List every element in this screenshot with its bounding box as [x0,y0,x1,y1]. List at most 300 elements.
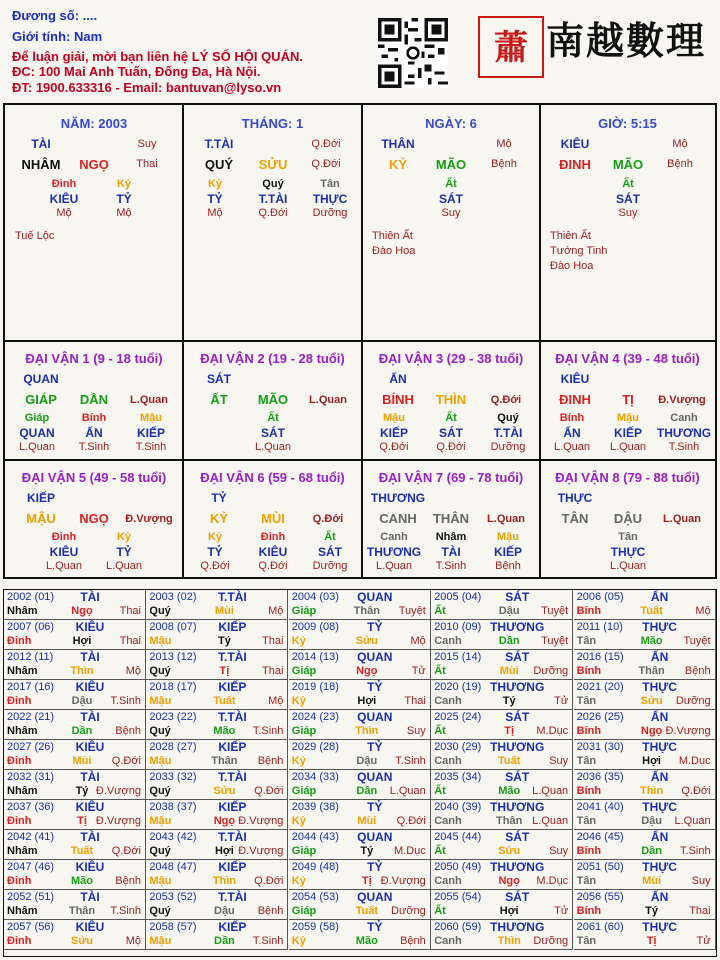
year-branch: Tuất [70,845,94,857]
year-cell[interactable] [289,740,431,770]
hidden-stem: Đinh [51,178,77,190]
year-branch: Tị [361,875,372,887]
hidden-stem: Quý [497,412,519,424]
dai-van-8 [540,460,715,579]
year-state: Mộ [410,635,426,647]
year-cell[interactable] [431,770,573,800]
year-cell[interactable] [431,710,573,740]
year-cell[interactable] [289,860,431,890]
year-state: L.Quan [389,785,426,797]
year-cell[interactable] [574,770,716,800]
dai-van-3 [362,341,540,460]
pillar-3 [540,105,715,341]
year-stem: Ất [434,665,446,677]
year-label: 2053 (52) [149,891,197,903]
year-label: 2014 (13) [291,651,339,663]
year-branch: Tị [646,935,657,947]
year-cell[interactable] [146,890,288,920]
year-cell[interactable] [574,920,716,950]
year-star: KIẾP [218,740,247,754]
year-branch: Mùi [499,665,519,677]
year-label: 2003 (02) [149,591,197,603]
year-star: T.TÀI [218,590,247,604]
earthly-branch: MÃO [435,157,467,172]
hidden-state: Mộ [207,207,223,219]
year-cell[interactable] [574,650,716,680]
can-star: ẤN [389,372,407,386]
year-state: Q.Đới [681,785,711,797]
year-branch: Tị [504,725,515,737]
hidden-state: Suy [618,207,638,219]
year-label: 2045 (44) [434,831,482,843]
hidden-star: KIẾP [136,426,165,440]
year-stem: Ất [434,785,446,797]
year-stem: Nhâm [7,785,38,797]
year-branch: Ngọ [213,815,236,827]
year-cell[interactable] [146,770,288,800]
year-star: T.TÀI [218,890,247,904]
pillar-0 [5,105,183,341]
year-star: THƯƠNG [490,860,545,874]
year-cell[interactable] [4,680,146,710]
year-star: KIẾP [218,680,247,694]
year-cell[interactable] [574,710,716,740]
year-cell[interactable] [431,740,573,770]
year-label: 2043 (42) [149,831,197,843]
year-state: Bệnh [257,905,284,917]
year-star: T.TÀI [218,650,247,664]
year-star: THỰC [642,920,677,934]
year-state: Suy [549,755,569,767]
year-star: SÁT [505,710,530,724]
year-state: Tuyệt [398,605,426,617]
year-star: KIÊU [75,920,105,934]
year-stem: Tân [576,935,597,947]
year-cell[interactable] [4,590,146,620]
hidden-state: L.Quan [609,441,647,453]
year-state: Tử [696,935,711,947]
phone-email-text[interactable]: ĐT: 1900.633316 - Email: bantuvan@lyso.vn [12,80,282,95]
year-branch: Tý [645,905,659,917]
year-branch: Mùi [357,815,377,827]
hidden-star: THỰC [610,545,646,559]
year-label: 2048 (47) [149,861,197,873]
branch-state: L.Quan [663,513,701,525]
year-label: 2059 (58) [291,921,339,933]
year-label: 2050 (49) [434,861,482,873]
year-state: Bệnh [400,935,426,947]
dai-van-title: ĐẠI VẬN 8 (79 - 88 tuổi) [555,470,700,485]
year-cell[interactable] [289,680,431,710]
dai-van-title: ĐẠI VẬN 4 (39 - 48 tuổi) [555,351,700,366]
year-stem: Kỷ [291,635,306,647]
year-cell[interactable] [431,800,573,830]
header [0,0,720,102]
year-cell[interactable] [146,680,288,710]
qr-code-icon [378,18,448,88]
can-star: THỰC [557,491,593,505]
year-star: ẤN [650,770,669,784]
year-cell[interactable] [289,800,431,830]
hidden-stem: Tân [320,178,340,190]
heavenly-stem: KỶ [388,157,408,172]
year-branch: Tý [360,845,374,857]
can-star: KIÊU [560,137,590,151]
hidden-state: Dưỡng [312,560,348,572]
year-star: THỰC [642,740,677,754]
year-cell[interactable] [431,590,573,620]
year-cell[interactable] [431,650,573,680]
year-cell[interactable] [289,650,431,680]
year-cell[interactable] [4,800,146,830]
year-stem: Đinh [7,635,32,647]
can-star: SÁT [207,372,231,386]
year-branch: Thìn [212,875,236,887]
year-branch: Sửu [70,935,94,947]
year-branch: Tuất [213,695,236,707]
year-cell[interactable] [289,620,431,650]
year-state: Đ.Vượng [665,725,711,737]
can-star: T.TÀI [204,137,234,151]
year-cell[interactable] [574,800,716,830]
year-branch: Tuất [640,605,663,617]
year-cell[interactable] [289,920,431,950]
year-star: SÁT [505,590,530,604]
year-star: KIÊU [75,800,105,814]
pillar-2 [362,105,540,341]
pillar-1 [183,105,362,341]
year-star: KIÊU [75,860,105,874]
year-label: 2047 (46) [7,861,55,873]
year-cell[interactable] [574,680,716,710]
year-star: THƯƠNG [490,920,545,934]
year-cell[interactable] [289,830,431,860]
year-star: TỶ [367,620,383,634]
year-state: Thai [261,665,284,677]
hidden-stem: Giáp [24,412,50,424]
year-cell[interactable] [146,830,288,860]
year-label: 2061 (60) [576,921,624,933]
year-branch: Tý [502,695,516,707]
year-label: 2016 (15) [576,651,624,663]
year-branch: Dậu [641,815,662,827]
year-cell[interactable] [4,890,146,920]
hidden-state: L.Quan [254,441,292,453]
year-star: QUAN [357,770,393,784]
year-star: TỶ [367,740,383,754]
year-star: ẤN [650,590,669,604]
year-stem: Tân [576,815,597,827]
year-cell[interactable] [4,920,146,950]
hidden-star: THỰC [312,192,348,206]
year-star: THƯƠNG [490,800,545,814]
year-state: Tuyệt [541,635,569,647]
year-label: 2036 (35) [576,771,624,783]
year-label: 2056 (55) [576,891,624,903]
hidden-state: T.Sinh [135,441,167,453]
heavenly-stem: ĐINH [559,157,591,172]
year-star: KIÊU [75,740,105,754]
year-stem: Canh [434,635,462,647]
year-state: Thai [404,695,426,707]
year-star: QUAN [357,830,393,844]
year-label: 2029 (28) [291,741,339,753]
year-stem: Mậu [149,935,172,947]
year-cell[interactable] [4,770,146,800]
hidden-stem: Quý [262,178,284,190]
year-stem: Ất [434,845,446,857]
year-state: T.Sinh [110,905,141,917]
earthly-branch: DẬU [613,511,643,526]
year-label: 2012 (11) [7,651,54,663]
branch-state: Thai [136,158,158,170]
year-label: 2049 (48) [291,861,339,873]
year-cell[interactable] [4,710,146,740]
year-branch: Thìn [355,725,379,737]
year-branch: Dậu [214,905,235,917]
dai-van-1 [5,341,183,460]
year-label: 2008 (07) [149,621,197,633]
year-stem: Quý [149,665,171,677]
year-state: Thai [689,905,711,917]
year-label: 2020 (19) [434,681,482,693]
year-label: 2023 (22) [149,711,197,723]
year-cell[interactable] [289,590,431,620]
year-branch: Mão [640,635,663,647]
year-state: Bệnh [684,665,711,677]
hidden-stem: Nhâm [435,531,467,543]
shen-sha-note: Tướng Tinh [550,245,608,257]
year-cell[interactable] [146,590,288,620]
year-cell[interactable] [431,860,573,890]
year-branch: Tuất [497,755,521,767]
year-branch: Dần [356,785,378,797]
branch-state: Q.Đới [490,394,522,406]
hidden-stem: Canh [380,531,408,543]
year-cell[interactable] [146,650,288,680]
hidden-stem: Mậu [617,412,639,424]
year-label: 2025 (24) [434,711,482,723]
year-star: QUAN [357,890,393,904]
year-label: 2017 (16) [7,681,55,693]
year-branch: Ngọ [356,665,378,677]
dai-van-title: ĐẠI VẬN 6 (59 - 68 tuổi) [200,470,345,485]
year-label: 2013 (12) [149,651,197,663]
hidden-state: T.Sinh [78,441,110,453]
shen-sha-note: Thiên Ất [372,230,413,242]
year-star: T.TÀI [218,710,247,724]
year-branch: Mão [355,935,378,947]
hidden-stem: Mậu [497,531,519,543]
year-branch: Thân [496,815,523,827]
year-star: ẤN [650,710,669,724]
hidden-stem: Mậu [140,412,162,424]
dai-van-title: ĐẠI VẬN 3 (29 - 38 tuổi) [378,351,524,366]
year-label: 2018 (17) [149,681,197,693]
branch-state: Bệnh [667,158,693,170]
year-state: Bệnh [115,875,141,887]
hidden-state: L.Quan [375,560,413,572]
year-star: TỶ [367,680,383,694]
year-state: Suy [406,725,426,737]
hidden-stem: Đinh [260,531,286,543]
year-branch: Sửu [498,845,521,857]
year-cell[interactable] [574,740,716,770]
year-stem: Canh [434,935,462,947]
year-cell[interactable] [431,680,573,710]
year-branch: Sửu [213,785,236,797]
hidden-state: L.Quan [609,560,647,572]
year-cell[interactable] [146,920,288,950]
year-stem: Nhâm [7,725,38,737]
year-label: 2052 (51) [7,891,55,903]
year-stem: Quý [149,725,171,737]
hidden-stem: Bính [81,412,107,424]
year-stem: Tân [576,875,597,887]
year-label: 2022 (21) [7,711,55,723]
year-stem: Đinh [7,875,32,887]
year-branch: Hợi [499,905,519,917]
year-cell[interactable] [4,860,146,890]
year-cell[interactable] [146,740,288,770]
year-branch: Tị [77,815,87,827]
year-cell[interactable] [146,620,288,650]
year-star: SÁT [505,770,530,784]
year-cell[interactable] [4,650,146,680]
year-cell[interactable] [574,860,716,890]
branch-state: Q.Đới [312,513,344,525]
gioi-tinh-label: Giới tính: Nam [12,29,103,44]
year-stem: Giáp [291,605,317,617]
year-state: M.Dục [536,725,569,737]
year-stem: Mậu [149,815,172,827]
hidden-state: Q.Đới [379,441,409,453]
year-cell[interactable] [146,710,288,740]
year-cell[interactable] [574,590,716,620]
year-state: T.Sinh [680,845,711,857]
year-label: 2002 (01) [7,591,55,603]
year-star: TỶ [367,800,383,814]
year-star: TÀI [80,650,100,664]
year-state: Q.Đới [111,845,141,857]
year-star: T.TÀI [218,770,247,784]
year-branch: Mão [71,875,93,887]
year-star: THỰC [642,680,677,694]
can-star: QUAN [23,372,59,386]
hidden-stem: Kỷ [207,531,223,543]
year-cell[interactable] [431,920,573,950]
year-cell[interactable] [574,830,716,860]
year-state: Suy [691,875,711,887]
year-stem: Canh [434,695,462,707]
year-state: Q.Đới [396,815,426,827]
year-label: 2040 (39) [434,801,482,813]
earthly-branch: TỊ [622,392,634,407]
year-star: SÁT [505,890,530,904]
year-cell[interactable] [289,890,431,920]
hidden-state: L.Quan [45,560,83,572]
year-cell[interactable] [431,620,573,650]
earthly-branch: MÙI [261,511,285,526]
year-state: Dưỡng [533,935,569,947]
year-label: 2057 (56) [7,921,55,933]
year-star: TÀI [80,890,100,904]
dai-van-6 [183,460,362,579]
year-star: THƯƠNG [490,680,545,694]
year-star: THỰC [642,800,677,814]
hidden-star: THƯƠNG [656,426,712,440]
address-text: ĐC: 100 Mai Anh Tuấn, Đống Đa, Hà Nội. [12,64,261,79]
pillar-title: NGÀY: 6 [425,116,477,131]
year-label: 2019 (18) [291,681,339,693]
year-cell[interactable] [574,620,716,650]
year-branch: Thân [638,665,665,677]
contact-text: Để luận giải, mời bạn liên hệ LÝ SỐ HỘI QUÁN. [12,49,303,64]
shen-sha-note: Đào Hoa [372,245,416,257]
year-stem: Ất [434,605,446,617]
hidden-stem: Kỷ [116,178,132,190]
pillar-title: NĂM: 2003 [60,116,128,131]
hidden-state: Q.Đới [258,560,288,572]
year-branch: Tý [217,635,231,647]
hidden-state: T.Sinh [435,560,467,572]
year-star: KIẾP [218,800,247,814]
year-cell[interactable] [431,830,573,860]
year-state: Thai [119,605,141,617]
earthly-branch: MÃO [612,157,644,172]
year-cell[interactable] [289,770,431,800]
year-label: 2042 (41) [7,831,55,843]
dai-van-4 [540,341,715,460]
year-star: TỶ [367,860,383,874]
year-branch: Dần [498,635,520,647]
year-branch: Mùi [214,605,234,617]
year-cell[interactable] [4,620,146,650]
top-state: Mộ [672,138,688,150]
hidden-stem: Kỷ [116,531,132,543]
year-cell[interactable] [289,710,431,740]
year-stem: Ất [434,905,446,917]
year-cell[interactable] [431,890,573,920]
can-star: THƯƠNG [370,491,426,505]
year-star: ẤN [650,890,669,904]
year-label: 2051 (50) [576,861,624,873]
year-cell[interactable] [146,800,288,830]
year-star: KIẾP [218,620,247,634]
duong-so-label: Đương số: .... [12,8,98,23]
year-label: 2021 (20) [576,681,624,693]
year-cell[interactable] [574,890,716,920]
hidden-state: L.Quan [18,441,56,453]
year-stem: Quý [149,845,171,857]
year-cell[interactable] [4,740,146,770]
can-star: TÀI [31,137,51,151]
year-branch: Dần [641,845,662,857]
year-star: THƯƠNG [490,620,545,634]
heavenly-stem: ĐINH [559,392,591,407]
year-branch: Sửu [355,635,378,647]
hidden-star: KIÊU [258,545,288,559]
year-star: TÀI [80,710,100,724]
year-state: Đ.Vượng [95,815,141,827]
year-stem: Đinh [7,935,32,947]
earthly-branch: SỬU [258,157,288,172]
year-label: 2032 (31) [7,771,55,783]
year-cell[interactable] [146,860,288,890]
year-cell[interactable] [4,830,146,860]
hidden-state: T.Sinh [668,441,700,453]
hidden-star: SÁT [318,545,342,559]
